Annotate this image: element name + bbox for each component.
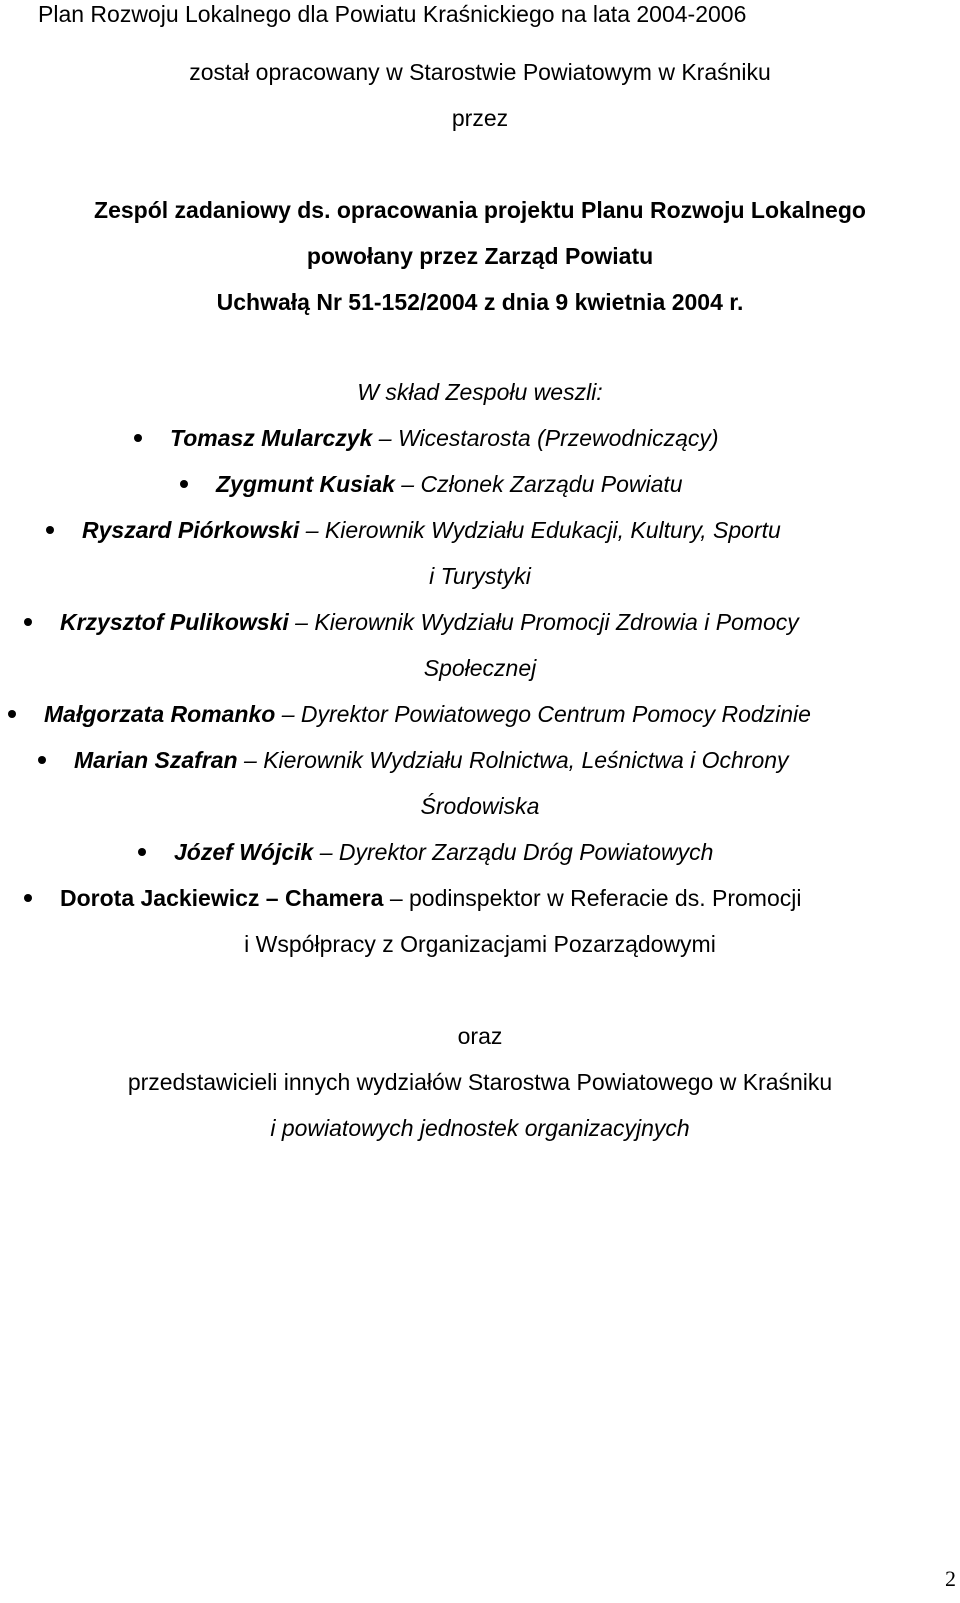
member-role: Kierownik Wydziału Promocji Zdrowia i Pomocy	[314, 609, 799, 635]
bullet-icon	[134, 434, 142, 442]
team-heading: W skład Zespołu weszli:	[357, 379, 603, 405]
member-name: Małgorzata Romanko	[44, 701, 276, 727]
member-name: Marian Szafran	[74, 747, 238, 773]
member-role-continuation: i Turystyki	[429, 563, 531, 589]
member-role: Dyrektor Powiatowego Centrum Pomocy Rodzinie	[300, 701, 811, 727]
member-role-continuation: Społecznej	[423, 655, 537, 681]
member-name: Ryszard Piórkowski	[82, 517, 300, 543]
task-team-line: Zespól zadaniowy ds. opracowania projektu Planu Rozwoju Lokalnego	[94, 197, 866, 223]
bullet-icon	[24, 894, 32, 902]
bullet-icon	[24, 618, 32, 626]
bullet-icon	[46, 526, 54, 534]
member-role: Członek Zarządu Powiatu	[420, 471, 683, 497]
member-role: Wicestarosta (Przewodniczący)	[397, 425, 719, 451]
member-role-continuation: Środowiska	[420, 793, 540, 819]
by-line: przez	[451, 105, 509, 131]
bullet-icon	[138, 848, 146, 856]
bullet-icon	[38, 756, 46, 764]
page-number: 2	[945, 1566, 956, 1591]
bullet-icon	[8, 710, 16, 718]
member-role: podinspektor w Referacie ds. Promocji	[409, 885, 802, 911]
member-role-continuation: i Współpracy z Organizacjami Pozarządowymi	[244, 931, 716, 957]
member-name: Józef Wójcik	[174, 839, 314, 865]
units-line: i powiatowych jednostek organizacyjnych	[270, 1115, 690, 1141]
member-role: Kierownik Wydziału Rolnictwa, Leśnictwa i Ochrony	[263, 747, 789, 773]
doc-title: Plan Rozwoju Lokalnego dla Powiatu Kraśnickiego na lata 2004-2006	[38, 1, 747, 27]
member-role: Kierownik Wydziału Edukacji, Kultury, Sportu	[324, 517, 781, 543]
member-role: Dyrektor Zarządu Dróg Powiatowych	[338, 839, 714, 865]
appointed-line: powołany przez Zarząd Powiatu	[306, 243, 654, 269]
representatives-line: przedstawicieli innych wydziałów Starostwa Powiatowego w Kraśniku	[127, 1069, 833, 1095]
member-name: Tomasz Mularczyk	[170, 425, 373, 451]
oraz-line: oraz	[457, 1023, 503, 1049]
member-name: Dorota Jackiewicz – Chamera	[60, 885, 384, 911]
bullet-icon	[180, 480, 188, 488]
member-name: Krzysztof Pulikowski	[60, 609, 289, 635]
resolution-line: Uchwałą Nr 51-152/2004 z dnia 9 kwietnia 2004 r.	[216, 289, 744, 315]
prepared-by-line: został opracowany w Starostwie Powiatowym w Kraśniku	[189, 59, 771, 85]
member-name: Zygmunt Kusiak	[216, 471, 395, 497]
